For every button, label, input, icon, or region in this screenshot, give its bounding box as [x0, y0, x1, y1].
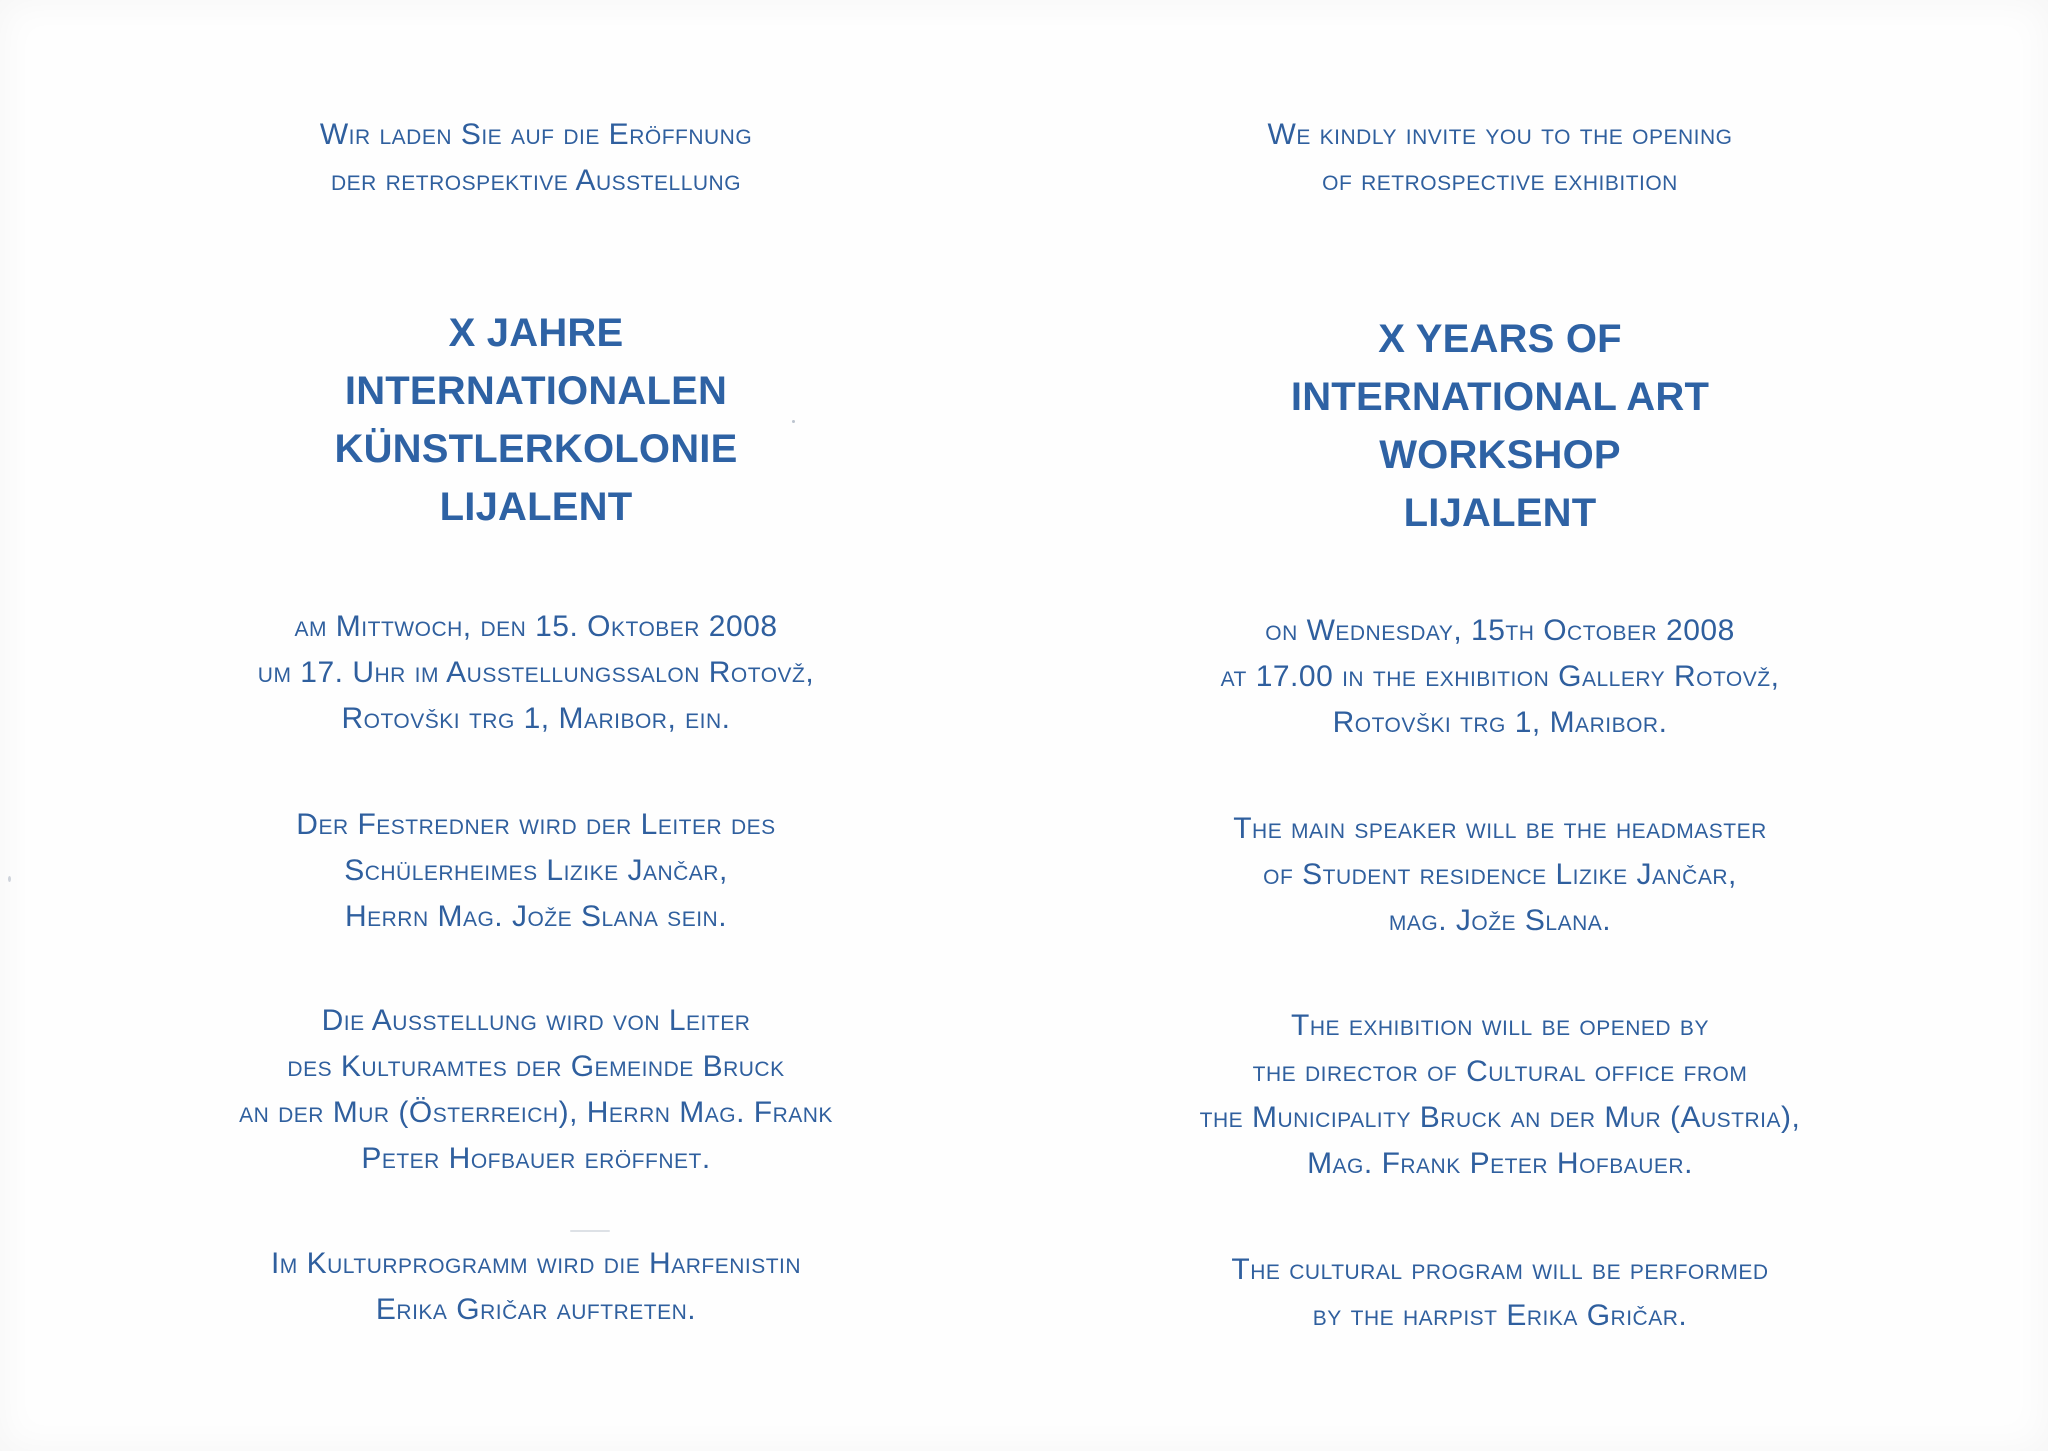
german-program	[120, 1241, 952, 1333]
english-title-line: INTERNATIONAL ART	[1290, 375, 1710, 419]
german-title-line: X JAHRE	[448, 311, 624, 355]
english-date-venue	[1060, 608, 1940, 746]
english-opening-line: The exhibition will be opened by	[1291, 1009, 1709, 1042]
english-intro	[1060, 112, 1940, 204]
english-date-line: Rotovški trg 1, Maribor.	[1332, 706, 1668, 739]
german-speaker-line: Der Festredner wird der Leiter des	[296, 808, 776, 841]
paper-speck	[570, 1230, 610, 1232]
english-date-line: on Wednesday, 15th October 2008	[1265, 614, 1735, 647]
english-opening-line: Mag. Frank Peter Hofbauer.	[1307, 1147, 1693, 1180]
english-program	[1060, 1247, 1940, 1339]
german-date-venue	[120, 604, 952, 742]
english-speaker-line: mag. Jože Slana.	[1388, 904, 1612, 937]
german-date-line: Rotovški trg 1, Maribor, ein.	[341, 702, 731, 735]
english-program-line: The cultural program will be performed	[1231, 1253, 1769, 1286]
german-program-line: Im Kulturprogramm wird die Harfenistin	[270, 1247, 802, 1280]
english-program-line: by the harpist Erika Gričar.	[1312, 1299, 1688, 1332]
german-date-line: um 17. Uhr im Ausstellungssalon Rotovž,	[257, 656, 815, 689]
german-opening-line: des Kulturamtes der Gemeinde Bruck	[287, 1050, 785, 1083]
english-intro-line: of retrospective exhibition	[1322, 164, 1678, 197]
german-intro-line: der retrospektive Ausstellung	[330, 164, 742, 197]
german-date-line: am Mittwoch, den 15. Oktober 2008	[294, 610, 778, 643]
german-intro-line: Wir laden Sie auf die Eröffnung	[319, 118, 753, 151]
english-title-line: WORKSHOP	[1379, 433, 1621, 477]
english-date-line: at 17.00 in the exhibition Gallery Rotovž,	[1220, 660, 1780, 693]
english-title-line: LIJALENT	[1403, 491, 1597, 535]
paper-speck	[8, 876, 11, 882]
german-opening	[120, 998, 952, 1182]
english-opening-line: the Municipality Bruck an der Mur (Austria),	[1199, 1101, 1801, 1134]
paper-speck	[792, 420, 795, 423]
english-speaker	[1060, 806, 1940, 944]
german-speaker-line: Schülerheimes Lizike Jančar,	[344, 854, 728, 887]
english-intro-line: We kindly invite you to the opening	[1267, 118, 1733, 151]
english-opening-line: the director of Cultural office from	[1252, 1055, 1748, 1088]
german-opening-line: an der Mur (Österreich), Herrn Mag. Frank	[239, 1096, 833, 1129]
german-title-line: INTERNATIONALEN	[344, 369, 728, 413]
german-speaker-line: Herrn Mag. Jože Slana sein.	[344, 900, 728, 933]
english-title-line: X YEARS OF	[1378, 317, 1622, 361]
english-speaker-line: The main speaker will be the headmaster	[1233, 812, 1767, 845]
german-intro	[120, 112, 952, 204]
english-title	[1060, 310, 1940, 542]
german-title-line: LIJALENT	[439, 485, 633, 529]
german-opening-line: Die Ausstellung wird von Leiter	[321, 1004, 751, 1037]
german-program-line: Erika Gričar auftreten.	[375, 1293, 697, 1326]
german-speaker	[120, 802, 952, 940]
german-title-line: KÜNSTLERKOLONIE	[334, 427, 738, 471]
german-title	[120, 304, 952, 536]
english-opening	[1060, 1003, 1940, 1187]
english-speaker-line: of Student residence Lizike Jančar,	[1263, 858, 1737, 891]
german-opening-line: Peter Hofbauer eröffnet.	[361, 1142, 711, 1175]
